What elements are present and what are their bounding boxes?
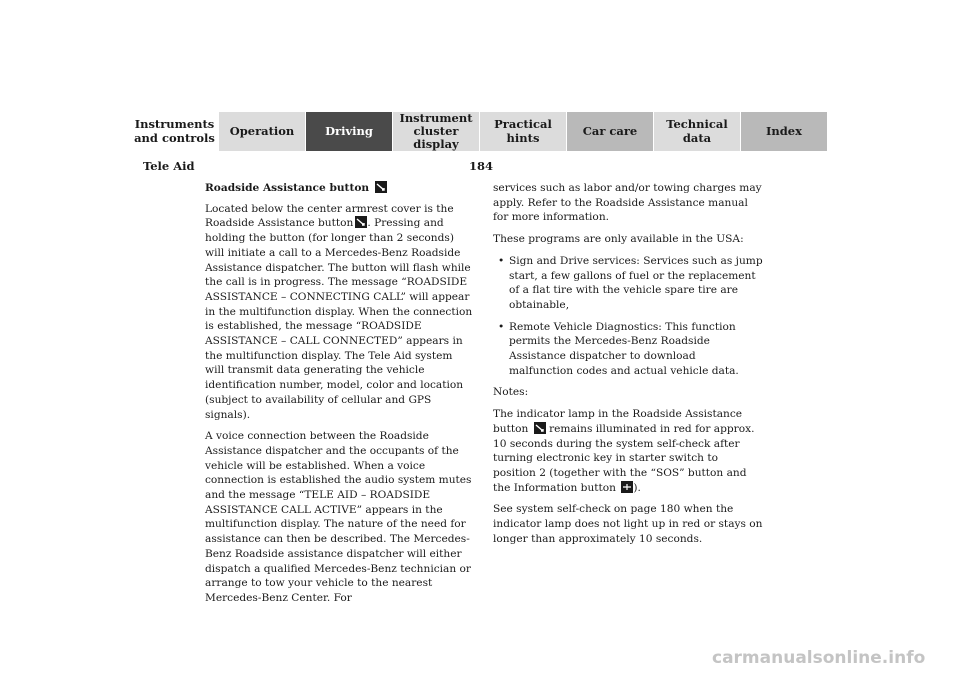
roadside-heading: [205, 181, 473, 196]
roadside-assistance-icon: [375, 181, 387, 193]
section-title: Tele Aid: [143, 159, 195, 173]
tab-instrument-cluster-display[interactable]: Instrument cluster display: [393, 112, 479, 151]
tab-instruments-and-controls[interactable]: Instruments and controls: [131, 112, 218, 151]
right-paragraph-2: These programs are only available in the USA:: [493, 233, 744, 246]
tab-operation[interactable]: Operation: [219, 112, 305, 151]
roadside-assistance-icon: [355, 216, 367, 228]
tab-driving[interactable]: Driving: [306, 112, 392, 151]
roadside-heading-text: Roadside Assistance button: [205, 182, 370, 194]
information-button-icon: [621, 481, 633, 493]
notes-paragraph-2: See system self-check on page 180 when the indicator lamp does not light up in red or stays on longer than approximately 10 seconds.: [493, 503, 763, 545]
tab-technical-data[interactable]: Technical data: [654, 112, 740, 151]
tab-index[interactable]: Index: [741, 112, 827, 151]
left-column: [205, 181, 473, 613]
notes-p3c: ).: [633, 481, 641, 494]
tab-car-care[interactable]: Car care: [567, 112, 653, 151]
watermark: carmanualsonline.info: [712, 648, 926, 668]
list-item: • Sign and Drive services: Services such as jump start, a few gallons of fuel or the replacement of a flat tire with the vehicle spare tire are obtainable,: [509, 254, 763, 313]
page-number: 184: [469, 159, 494, 173]
notes-p3a: The indicator lamp in the Roadside Assistance button: [493, 408, 743, 435]
program-list: [493, 254, 763, 379]
roadside-p1a: Located below the center armrest cover is the Roadside Assistance button: [205, 202, 454, 230]
right-column: [493, 181, 763, 553]
notes-paragraph-1: [493, 407, 763, 495]
tab-practical-hints[interactable]: Practical hints: [480, 112, 566, 151]
roadside-p1b: . Pressing and holding the button (for longer than 2 seconds) will initiate a call to a Mercedes-Benz Roadside Assistance dispatcher. The button will flash while the call is in progress. The message “ROADSIDE ASSISTANCE – CONNECTING CALL” will appear in the multifunction display. When the connection is established, the message “ROADSIDE ASSISTANCE – CALL CONNECTED” appears in the multifunction display. The Tele Aid system will transmit data generating the vehicle identification number, model, color and location (subject to availability of cellular and GPS signals).: [205, 217, 473, 421]
notes-p3b: remains illuminated in red for approx. 10 seconds during the system self-check after turning electronic key in starter switch to position 2 (together with the “SOS” button and the Information button: [493, 422, 755, 494]
right-paragraph-1: services such as labor and/or towing charges may apply. Refer to the Roadside Assistance manual for more information.: [493, 182, 762, 224]
notes-label: Notes:: [493, 386, 529, 399]
section-tabs: [131, 112, 828, 151]
roadside-assistance-icon: [534, 422, 546, 434]
roadside-paragraph-1: [205, 202, 473, 423]
list-item: • Remote Vehicle Diagnostics: This function permits the Mercedes-Benz Roadside Assistance dispatcher to download malfunction codes and actual vehicle data.: [509, 320, 763, 379]
roadside-paragraph-2: A voice connection between the Roadside Assistance dispatcher and the occupants of the vehicle will be established. When a voice connection is established the audio system mutes and the message “TELE AID – ROADSIDE ASSISTANCE CALL ACTIVE” appears in the multifunction display. The nature of the need for assistance can then be described. The Mercedes-Benz Roadside assistance dispatcher will either dispatch a qualified Mercedes-Benz technician or arrange to tow your vehicle to the nearest Mercedes-Benz Center. For: [205, 430, 472, 604]
